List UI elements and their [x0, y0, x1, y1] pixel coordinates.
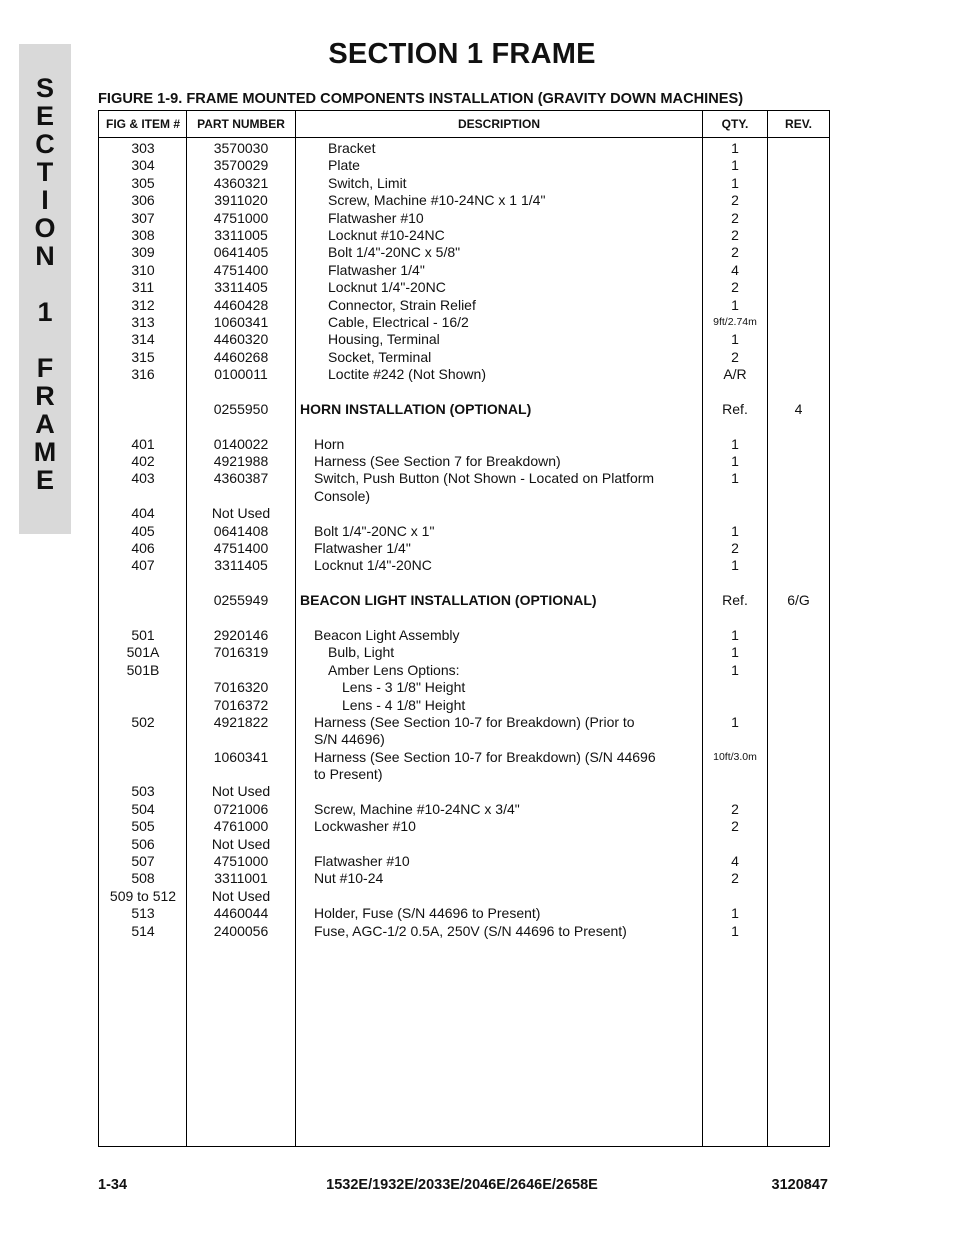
cell-part-number: 4460044 — [213, 905, 269, 922]
cell-fig-item: 305 — [131, 174, 155, 191]
cell-description: Lens - 3 1/8" Height — [342, 679, 466, 696]
table-row — [99, 192, 829, 209]
table-spacer-row — [99, 610, 829, 627]
table-row — [99, 453, 829, 470]
cell-qty: 1 — [731, 661, 739, 678]
cell-part-number: 3570029 — [213, 157, 269, 174]
side-tab-letter: M — [33, 437, 57, 467]
cell-qty: 1 — [731, 713, 739, 730]
cell-qty: 1 — [731, 905, 739, 922]
cell-fig-item: 314 — [131, 331, 155, 348]
cell-qty: 2 — [731, 192, 739, 209]
cell-description: Housing, Terminal — [328, 331, 440, 348]
cell-description: Lens - 4 1/8" Height — [342, 696, 466, 713]
cell-description: Plate — [328, 157, 360, 174]
cell-qty: 1 — [731, 522, 739, 539]
cell-description: Bulb, Light — [328, 644, 395, 661]
cell-qty: 2 — [731, 209, 739, 226]
cell-part-number: 0140022 — [213, 435, 269, 452]
cell-description: S/N 44696) — [314, 731, 385, 748]
cell-fig-item: 501 — [131, 626, 155, 643]
section-side-tab — [19, 44, 71, 534]
cell-fig-item: 503 — [131, 783, 155, 800]
cell-part-number: 2400056 — [213, 922, 269, 939]
cell-fig-item: 315 — [131, 348, 155, 365]
cell-part-number: 0255950 — [213, 400, 269, 417]
cell-qty: 2 — [731, 244, 739, 261]
cell-part-number: 2920146 — [213, 626, 269, 643]
table-row — [99, 210, 829, 227]
cell-part-number: 4751000 — [213, 853, 269, 870]
cell-part-number: 4460268 — [213, 348, 269, 365]
cell-fig-item: 316 — [131, 366, 155, 383]
cell-description: Flatwasher 1/4" — [314, 539, 411, 556]
cell-qty: A/R — [723, 366, 747, 383]
cell-part-number: 0255949 — [213, 592, 269, 609]
cell-description: Socket, Terminal — [328, 348, 432, 365]
cell-qty: 4 — [731, 261, 739, 278]
cell-qty: 9ft/2.74m — [713, 315, 757, 328]
cell-qty: 1 — [731, 453, 739, 470]
cell-qty: 1 — [731, 922, 739, 939]
cell-fig-item: 502 — [131, 713, 155, 730]
table-row — [99, 366, 829, 383]
table-row — [99, 488, 829, 505]
cell-description: Horn — [314, 435, 345, 452]
cell-fig-item: 313 — [131, 313, 155, 330]
table-row — [99, 314, 829, 331]
cell-fig-item: 501B — [126, 661, 160, 678]
side-tab-letter: T — [36, 157, 54, 187]
cell-qty: 1 — [731, 557, 739, 574]
cell-fig-item: 514 — [131, 922, 155, 939]
table-row — [99, 766, 829, 783]
table-row — [99, 244, 829, 261]
cell-part-number: 0641408 — [213, 522, 269, 539]
section-title: SECTION 1 FRAME — [328, 38, 596, 70]
cell-fig-item: 407 — [131, 557, 155, 574]
table-row — [99, 505, 829, 522]
cell-part-number: Not Used — [211, 887, 271, 904]
cell-description: Flatwasher #10 — [314, 853, 410, 870]
cell-description: Harness (See Section 10-7 for Breakdown) (S/N 44696 — [314, 748, 656, 765]
table-row — [99, 349, 829, 366]
cell-fig-item: 406 — [131, 539, 155, 556]
table-row — [99, 836, 829, 853]
cell-fig-item: 304 — [131, 157, 155, 174]
table-row — [99, 731, 829, 748]
cell-description: Loctite #242 (Not Shown) — [328, 366, 486, 383]
table-row — [99, 297, 829, 314]
header-description: DESCRIPTION — [457, 117, 540, 131]
cell-fig-item: 508 — [131, 870, 155, 887]
table-row — [99, 749, 829, 766]
cell-fig-item: 309 — [131, 244, 155, 261]
cell-part-number: 4751400 — [213, 261, 269, 278]
cell-description: Screw, Machine #10-24NC x 3/4" — [314, 800, 520, 817]
cell-qty: 2 — [731, 226, 739, 243]
table-row — [99, 801, 829, 818]
table-row — [99, 557, 829, 574]
header-rev: REV. — [785, 117, 812, 131]
side-tab-letter: E — [35, 465, 54, 495]
cell-qty: 1 — [731, 174, 739, 191]
table-row — [99, 627, 829, 644]
cell-fig-item: 311 — [131, 279, 155, 296]
cell-qty: 1 — [731, 296, 739, 313]
cell-fig-item: 307 — [131, 209, 155, 226]
cell-qty: 2 — [731, 800, 739, 817]
cell-part-number: 7016372 — [213, 696, 269, 713]
cell-part-number: 7016320 — [213, 679, 269, 696]
table-row — [99, 662, 829, 679]
cell-part-number: 3311005 — [214, 226, 268, 243]
table-row — [99, 436, 829, 453]
header-fig: FIG & ITEM # — [105, 117, 180, 131]
cell-part-number: 0100011 — [214, 366, 268, 383]
cell-qty: 1 — [731, 435, 739, 452]
cell-fig-item: 404 — [131, 505, 155, 522]
cell-description: Amber Lens Options: — [328, 661, 460, 678]
cell-part-number: 4460428 — [213, 296, 269, 313]
table-spacer-row — [99, 383, 829, 400]
table-row — [99, 783, 829, 800]
cell-description: BEACON LIGHT INSTALLATION (OPTIONAL) — [300, 592, 597, 609]
cell-qty: 2 — [731, 539, 739, 556]
side-tab-letter: N — [35, 241, 55, 271]
table-row — [99, 818, 829, 835]
cell-qty: Ref. — [722, 400, 748, 417]
table-row — [99, 644, 829, 661]
side-tab-letter: I — [41, 185, 49, 215]
figure-title: FIGURE 1-9. FRAME MOUNTED COMPONENTS INSTALLATION (GRAVITY DOWN MACHINES) — [98, 91, 744, 107]
cell-qty: Ref. — [722, 592, 748, 609]
cell-description: HORN INSTALLATION (OPTIONAL) — [300, 400, 532, 417]
cell-part-number: 0721006 — [213, 800, 269, 817]
cell-rev: 6/G — [787, 592, 810, 609]
cell-description: Flatwasher 1/4" — [328, 261, 425, 278]
cell-part-number: 4921988 — [213, 453, 269, 470]
cell-description: Bolt 1/4"-20NC x 5/8" — [328, 244, 461, 261]
table-row — [99, 540, 829, 557]
cell-fig-item: 507 — [131, 853, 155, 870]
cell-fig-item: 403 — [131, 470, 155, 487]
cell-description: Switch, Limit — [328, 174, 407, 191]
table-row — [99, 592, 829, 609]
cell-description: Switch, Push Button (Not Shown - Located on Platform — [314, 470, 655, 487]
cell-description: Locknut #10-24NC — [328, 226, 445, 243]
cell-qty: 2 — [731, 279, 739, 296]
side-tab-letter: F — [36, 353, 54, 383]
cell-fig-item: 401 — [131, 435, 155, 452]
cell-description: Locknut 1/4"-20NC — [328, 279, 446, 296]
table-spacer-row — [99, 418, 829, 435]
side-tab-letters — [19, 74, 71, 494]
cell-fig-item: 501A — [126, 644, 160, 661]
cell-part-number: 4921822 — [213, 713, 269, 730]
cell-fig-item: 504 — [131, 800, 155, 817]
cell-description: Beacon Light Assembly — [314, 626, 460, 643]
table-row — [99, 175, 829, 192]
cell-part-number: 3570030 — [213, 140, 269, 156]
cell-rev: 4 — [794, 400, 803, 417]
cell-qty: 1 — [731, 470, 739, 487]
cell-qty: 2 — [731, 818, 739, 835]
table-row — [99, 679, 829, 696]
table-header — [99, 111, 829, 138]
side-tab-letter: E — [35, 101, 54, 131]
cell-fig-item: 306 — [131, 192, 155, 209]
header-part-number: PART NUMBER — [197, 117, 285, 131]
cell-qty: 1 — [731, 157, 739, 174]
cell-qty: 2 — [731, 348, 739, 365]
cell-part-number: Not Used — [211, 835, 271, 852]
cell-description: Nut #10-24 — [314, 870, 384, 887]
cell-qty: 10ft/3.0m — [713, 750, 757, 763]
cell-fig-item: 402 — [131, 453, 155, 470]
cell-description: to Present) — [314, 766, 383, 783]
table-row — [99, 853, 829, 870]
side-tab-letter: O — [34, 213, 56, 243]
cell-description: Holder, Fuse (S/N 44696 to Present) — [314, 905, 541, 922]
cell-description: Locknut 1/4"-20NC — [314, 557, 432, 574]
table-row — [99, 140, 829, 157]
table-row — [99, 470, 829, 487]
cell-fig-item: 505 — [131, 818, 155, 835]
cell-qty: 1 — [731, 140, 739, 156]
table-spacer-row — [99, 575, 829, 592]
cell-part-number: 7016319 — [213, 644, 269, 661]
table-row — [99, 523, 829, 540]
side-tab-letter: 1 — [37, 297, 53, 327]
cell-part-number: 0641405 — [213, 244, 269, 261]
table-row — [99, 888, 829, 905]
side-tab-letter: C — [35, 129, 55, 159]
cell-fig-item: 312 — [131, 296, 155, 313]
cell-description: Harness (See Section 7 for Breakdown) — [314, 453, 561, 470]
cell-fig-item: 310 — [131, 261, 155, 278]
table-row — [99, 279, 829, 296]
cell-part-number: 3311405 — [214, 279, 268, 296]
cell-qty: 1 — [731, 331, 739, 348]
cell-fig-item: 513 — [131, 905, 155, 922]
cell-description: Bracket — [328, 140, 376, 156]
cell-fig-item: 303 — [131, 140, 155, 156]
cell-part-number: 4360387 — [213, 470, 269, 487]
table-body — [99, 140, 829, 940]
cell-description: Bolt 1/4"-20NC x 1" — [314, 522, 435, 539]
table-row — [99, 870, 829, 887]
table-row — [99, 923, 829, 940]
cell-part-number: 3311405 — [214, 557, 268, 574]
table-row — [99, 227, 829, 244]
cell-part-number: 1060341 — [213, 748, 269, 765]
table-row — [99, 331, 829, 348]
cell-qty: 1 — [731, 644, 739, 661]
cell-part-number: 3311001 — [214, 870, 268, 887]
cell-description: Console) — [314, 487, 371, 504]
cell-qty: 2 — [731, 870, 739, 887]
cell-fig-item: 308 — [131, 226, 155, 243]
cell-part-number: Not Used — [211, 505, 271, 522]
cell-fig-item: 509 to 512 — [109, 887, 177, 904]
footer-page-number: 1-34 — [98, 1177, 128, 1193]
table-row — [99, 905, 829, 922]
side-tab-letter: A — [35, 409, 55, 439]
cell-part-number: 4360321 — [213, 174, 269, 191]
footer-models: 1532E/1932E/2033E/2046E/2646E/2658E — [326, 1177, 598, 1193]
cell-description: Harness (See Section 10-7 for Breakdown) (Prior to — [314, 713, 635, 730]
cell-qty: 1 — [731, 626, 739, 643]
cell-part-number: 4751000 — [213, 209, 269, 226]
table-row — [99, 401, 829, 418]
cell-description: Fuse, AGC-1/2 0.5A, 250V (S/N 44696 to Present) — [314, 922, 627, 939]
table-row — [99, 157, 829, 174]
cell-qty: 4 — [731, 853, 739, 870]
table-row — [99, 262, 829, 279]
cell-part-number: 4761000 — [213, 818, 269, 835]
cell-description: Flatwasher #10 — [328, 209, 424, 226]
cell-part-number: 4751400 — [213, 539, 269, 556]
footer-doc-number: 3120847 — [771, 1177, 828, 1193]
cell-description: Screw, Machine #10-24NC x 1 1/4" — [328, 192, 546, 209]
side-tab-letter: S — [35, 73, 54, 103]
cell-fig-item: 506 — [131, 835, 155, 852]
cell-part-number: 4460320 — [213, 331, 269, 348]
cell-description: Cable, Electrical - 16/2 — [328, 313, 469, 330]
table-row — [99, 714, 829, 731]
cell-fig-item: 405 — [131, 522, 155, 539]
cell-description: Connector, Strain Relief — [328, 296, 476, 313]
side-tab-letter: R — [35, 381, 55, 411]
cell-part-number: Not Used — [211, 783, 271, 800]
cell-part-number: 1060341 — [213, 313, 269, 330]
table-row — [99, 697, 829, 714]
parts-table — [98, 110, 830, 1147]
header-qty: QTY. — [721, 117, 749, 131]
cell-description: Lockwasher #10 — [314, 818, 416, 835]
cell-part-number: 3911020 — [214, 192, 268, 209]
